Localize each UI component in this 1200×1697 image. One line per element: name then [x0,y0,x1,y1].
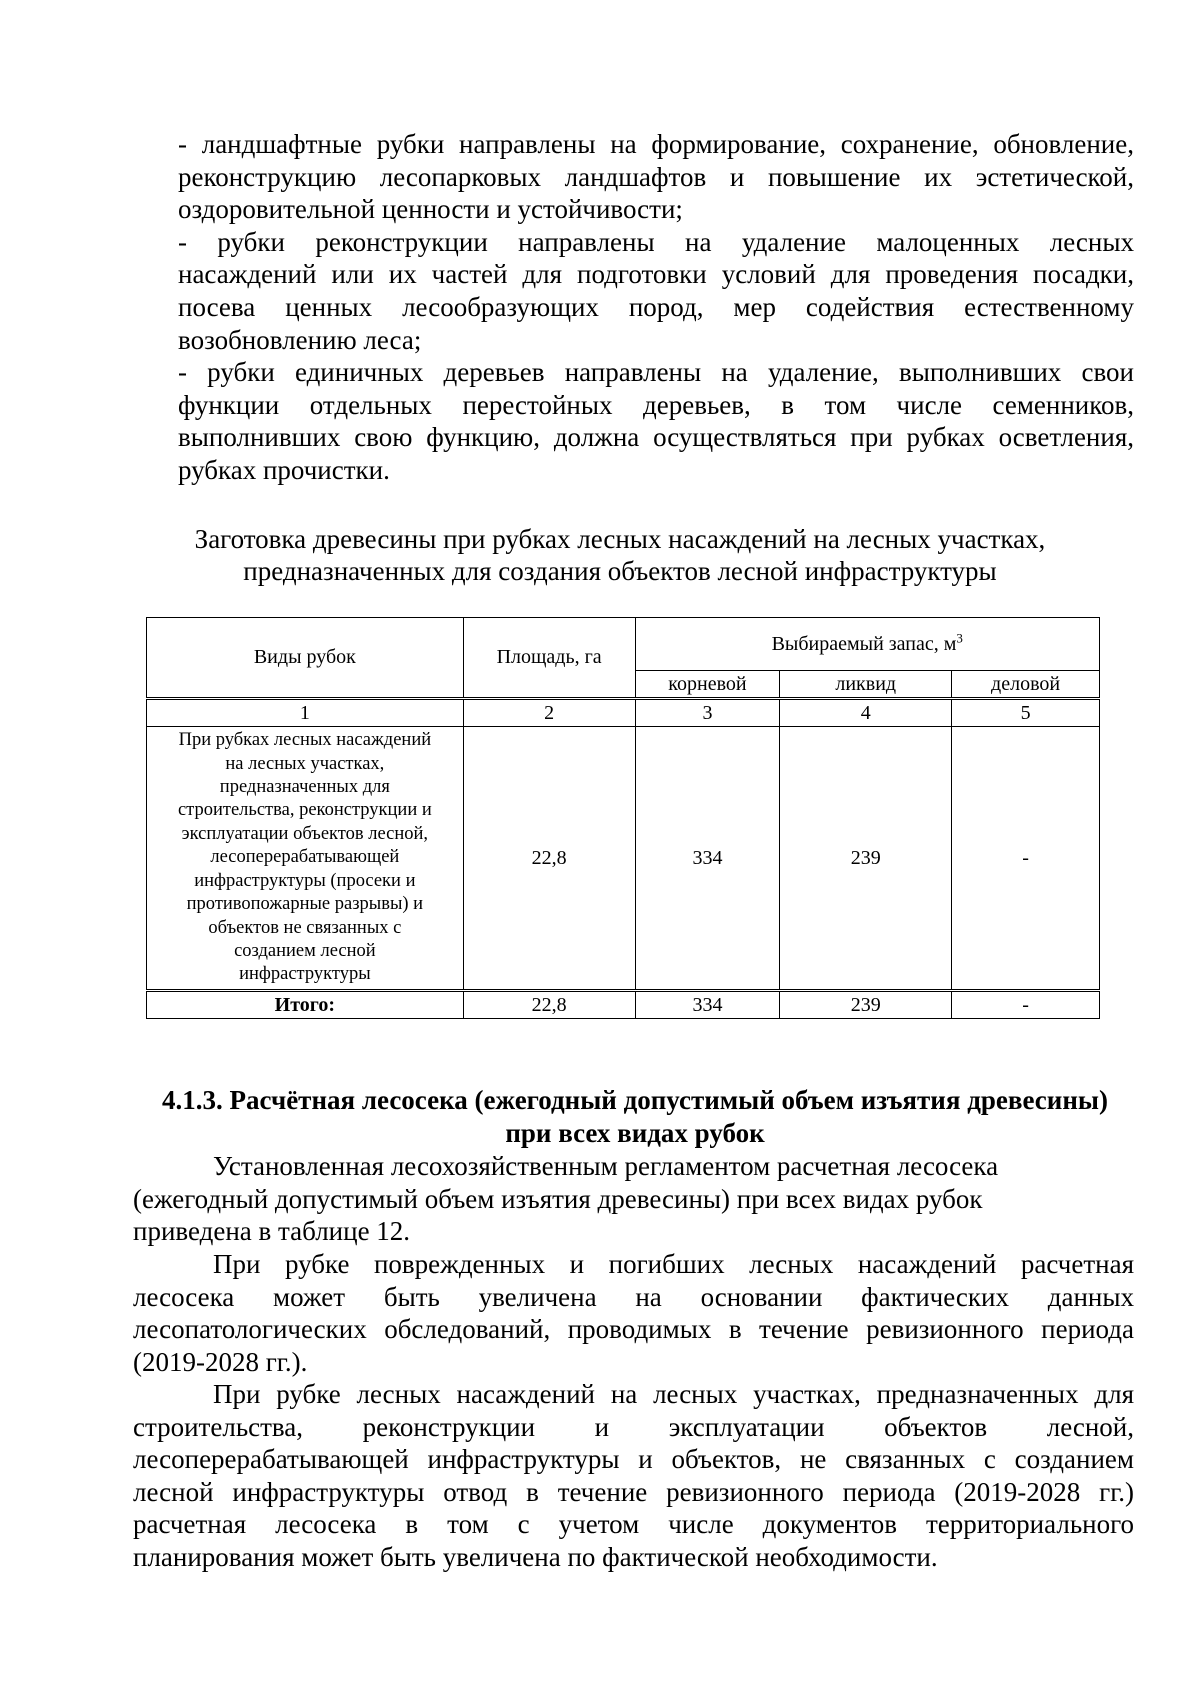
intro-list [178,128,1134,487]
desc-line: предназначенных для [219,777,390,798]
text-line: строительства, реконструкции и эксплуатации объектов лесной, [133,1411,1134,1442]
text-line: Установленная лесохозяйственным регламентом расчетная лесосека [213,1151,999,1181]
header-area: Площадь, га [463,618,635,699]
text-line: реконструкцию лесопарковых ландшафтов и повышение их эстетической, [178,161,1134,192]
header-type: Виды рубок [147,618,464,699]
text-line: лесосека может быть увеличена на основании фактических данных [133,1281,1134,1312]
total-liquid: 239 [780,991,952,1019]
text-line: рубках прочистки. [178,454,390,485]
desc-line: созданием лесной [234,940,376,961]
header-root: корневой [635,671,780,699]
desc-line: лесоперерабатывающей [210,847,400,868]
desc-line: При рубках лесных насаждений [178,730,432,751]
harvest-table [146,617,1100,1019]
text-line: посева ценных лесообразующих пород, мер содействия естественному [178,291,1134,322]
text-line: функции отдельных перестойных деревьев, в том числе семенников, [178,389,1134,420]
text-line: - рубки единичных деревьев направлены на удаление, выполнивших свои [178,357,1134,388]
desc-line: объектов не связанных с [208,917,402,938]
text-line: лесоперерабатывающей инфраструктуры и объектов, не связанных с созданием [133,1444,1134,1475]
row-root: 334 [635,727,780,991]
desc-line: противопожарные разрывы) и [186,894,424,915]
header-stock [635,618,1099,671]
paragraph-3 [133,1378,1134,1574]
text-line: возобновлению леса; [178,324,422,355]
column-number: 3 [635,699,780,727]
heading-line: при всех видах рубок [505,1117,765,1148]
paragraph-2 [133,1248,1134,1378]
header-liquid: ликвид [780,671,952,699]
text-line: (ежегодный допустимый объем изъятия древесины) при всех видах рубок [133,1183,983,1214]
column-number: 1 [147,699,464,727]
table-caption [140,523,1100,587]
text-line: (2019-2028 гг.). [133,1346,308,1377]
desc-line: инфраструктуры (просеки и [194,870,416,891]
row-area: 22,8 [463,727,635,991]
text-line: лесопатологических обследований, проводимых в течение ревизионного периода [133,1314,1134,1345]
column-numbers-row [147,699,1100,727]
column-number: 5 [952,699,1100,727]
row-description [147,727,464,991]
text-line: выполнивших свою функцию, должна осуществляться при рубках осветления, [178,422,1134,453]
desc-line: на лесных участках, [225,753,385,774]
caption-line: предназначенных для создания объектов лесной инфраструктуры [243,556,997,586]
text-line: - ландшафтные рубки направлены на формирование, сохранение, обновление, [178,129,1134,159]
total-business: - [952,991,1100,1019]
total-area: 22,8 [463,991,635,1019]
heading-line: 4.1.3. Расчётная лесосека (ежегодный допустимый объем изъятия древесины) [162,1085,1108,1115]
header-business: деловой [952,671,1100,699]
total-row [147,991,1100,1019]
row-business: - [952,727,1100,991]
desc-line: инфраструктуры [239,964,371,985]
row-liquid: 239 [780,727,952,991]
text-line: При рубке лесных насаждений на лесных участках, предназначенных для [213,1379,1134,1409]
text-line: приведена в таблице 12. [133,1216,411,1247]
caption-line: Заготовка древесины при рубках лесных насаждений на лесных участках, [194,524,1046,554]
text-line: оздоровительной ценности и устойчивости; [178,194,683,225]
text-line: насаждений или их частей для подготовки условий для проведения посадки, [178,259,1134,290]
total-root: 334 [635,991,780,1019]
table-row [147,727,1100,991]
desc-line: эксплуатации объектов лесной, [181,823,429,844]
header-stock-sup: 3 [956,629,963,645]
text-line: расчетная лесосека в том с учетом числе документов территориального [133,1509,1134,1540]
column-number: 2 [463,699,635,727]
paragraph-1 [133,1150,1050,1248]
header-stock-label: Выбираемый запас, м [771,632,957,655]
desc-line: строительства, реконструкции и [177,800,432,821]
text-line: При рубке поврежденных и погибших лесных насаждений расчетная [213,1249,1134,1279]
total-label: Итого: [147,991,464,1019]
text-line: лесной инфраструктуры отвод в течение ревизионного периода (2019-2028 гг.) [133,1476,1134,1507]
text-line: - рубки реконструкции направлены на удаление малоценных лесных [178,226,1134,257]
column-number: 4 [780,699,952,727]
section-heading [140,1084,1130,1149]
text-line: планирования может быть увеличена по фактической необходимости. [133,1541,938,1572]
